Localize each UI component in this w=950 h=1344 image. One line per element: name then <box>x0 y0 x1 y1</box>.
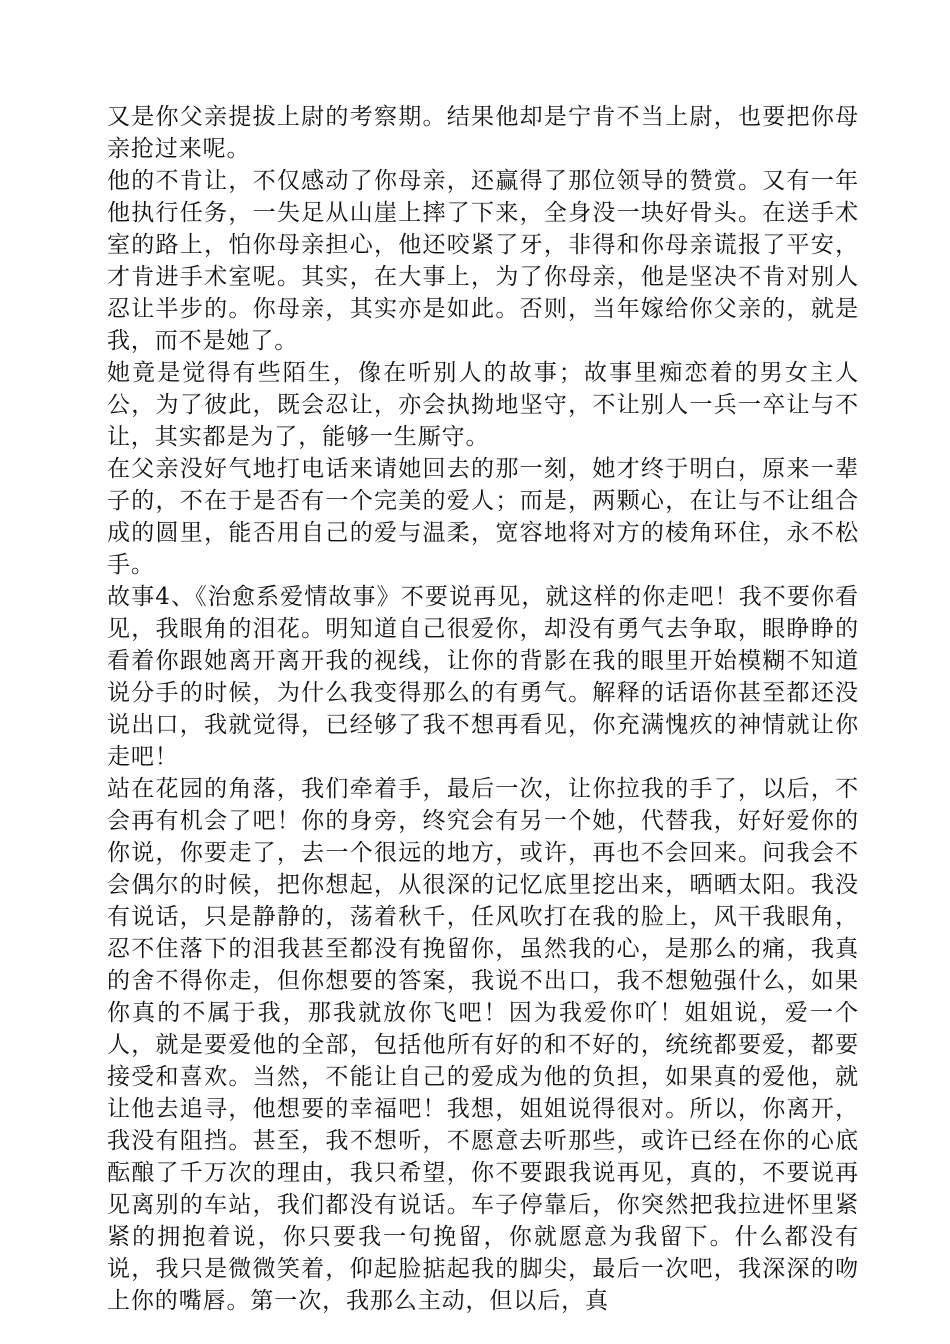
paragraph: 又是你父亲提拔上尉的考察期。结果他却是宁肯不当上尉，也要把你母亲抢过来呢。 <box>107 104 859 162</box>
paragraph: 他的不肯让，不仅感动了你母亲，还赢得了那位领导的赞赏。又有一年他执行任务，一失足从山崖上摔了下来，全身没一块好骨头。在送手术室的路上，怕你母亲担心，他还咬紧了牙，非得和你母亲谎报了平安，才肯进手术室呢。其实，在大事上，为了你母亲，他是坚决不肯对别人忍让半步的。你母亲，其实亦是如此。否则，当年嫁给你父亲的，就是我，而不是她了。 <box>107 168 859 354</box>
document-body <box>107 101 859 1317</box>
paragraph: 站在花园的角落，我们牵着手，最后一次，让你拉我的手了，以后，不会再有机会了吧！你的身旁，终究会有另一个她，代替我，好好爱你的你说，你要走了，去一个很远的地方，或许，再也不会回来。问我会不会偶尔的时候，把你想起，从很深的记忆底里挖出来，晒晒太阳。我没有说话，只是静静的，荡着秋千，任风吹打在我的脸上，风干我眼角，忍不住落下的泪我甚至都没有挽留你，虽然我的心，是那么的痛，我真的舍不得你走，但你想要的答案，我说不出口，我不想勉强什么，如果你真的不属于我，那我就放你飞吧！因为我爱你吖！姐姐说，爱一个人，就是要爱他的全部，包括他所有好的和不好的，统统都要爱，都要接受和喜欢。当然，不能让自己的爱成为他的负担，如果真的爱他，就让他去追寻，他想要的幸福吧！我想，姐姐说得很对。所以，你离开，我没有阻挡。甚至，我不想听，不愿意去听那些，或许已经在你的心底酝酿了千万次的理由，我只希望，你不要跟我说再见，真的，不要说再见离别的车站，我们都没有说话。车子停靠后，你突然把我拉进怀里紧紧的拥抱着说，你只要我一句挽留，你就愿意为我留下。什么都没有说，我只是微微笑着，仰起脸掂起我的脚尖，最后一次吧，我深深的吻上你的嘴唇。第一次，我那么主动，但以后，真 <box>107 776 859 1314</box>
paragraph: 在父亲没好气地打电话来请她回去的那一刻，她才终于明白，原来一辈子的，不在于是否有一个完美的爱人；而是，两颗心，在让与不让组合成的圆里，能否用自己的爱与温柔，宽容地将对方的棱角环住，永不松手。 <box>107 456 859 578</box>
paragraph: 故事4、《治愈系爱情故事》不要说再见，就这样的你走吧！我不要你看见，我眼角的泪花。明知道自己很爱你，却没有勇气去争取，眼睁睁的看着你跟她离开离开我的视线，让你的背影在我的眼里开始模糊不知道说分手的时候，为什么我变得那么的有勇气。解释的话语你甚至都还没说出口，我就觉得，已经够了我不想再看见，你充满愧疚的神情就让你走吧！ <box>107 584 859 770</box>
paragraph: 她竟是觉得有些陌生，像在听别人的故事；故事里痴恋着的男女主人公，为了彼此，既会忍让，亦会执拗地坚守，不让别人一兵一卒让与不让，其实都是为了，能够一生厮守。 <box>107 360 859 450</box>
